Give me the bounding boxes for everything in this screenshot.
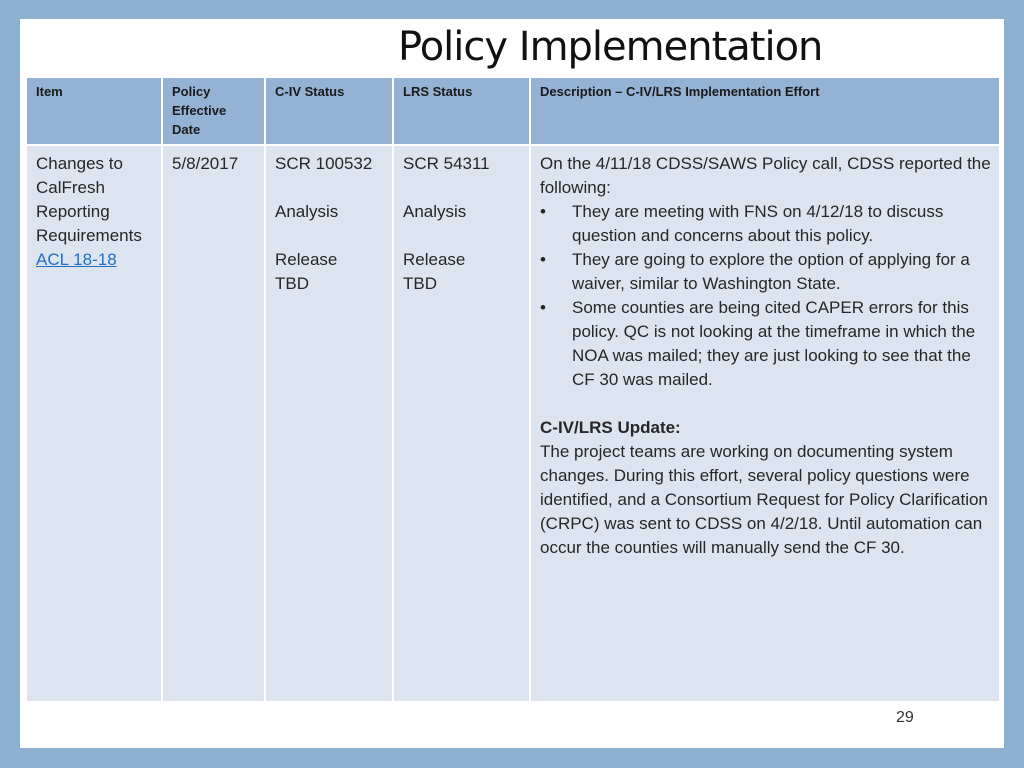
- lrs-phase: Analysis: [403, 202, 467, 221]
- header-description: Description – C-IV/LRS Implementation Effort: [530, 77, 1000, 145]
- policy-table: [25, 76, 1001, 703]
- header-policy-date-line: Effective: [172, 103, 227, 118]
- item-line: Reporting: [36, 202, 110, 221]
- list-item: • They are going to explore the option of applying for a waiver, similar to Washington State.: [540, 248, 991, 296]
- table-row: [26, 145, 1000, 702]
- list-item: • Some counties are being cited CAPER errors for this policy. QC is not looking at the timeframe in which the NOA was mailed; they are just looking to see that the CF 30 was mailed.: [540, 296, 991, 392]
- policy-date-value: 5/8/2017: [172, 154, 239, 173]
- civ-release-label: Release: [275, 250, 338, 269]
- list-item: • They are meeting with FNS on 4/12/18 to discuss question and concerns about this policy.: [540, 200, 991, 248]
- cell-description: [530, 145, 1000, 702]
- item-line: Changes to: [36, 154, 123, 173]
- page-title: Policy Implementation: [398, 24, 823, 70]
- update-heading: C-IV/LRS Update:: [540, 418, 681, 437]
- item-line: CalFresh: [36, 178, 105, 197]
- table-header-row: [26, 77, 1000, 145]
- cell-lrs-status: [393, 145, 530, 702]
- header-item: Item: [26, 77, 162, 145]
- description-intro: On the 4/11/18 CDSS/SAWS Policy call, CDSS reported the following:: [540, 154, 991, 197]
- lrs-release-label: Release: [403, 250, 466, 269]
- header-policy-effective-date: [162, 77, 265, 145]
- page-number: 29: [896, 709, 914, 726]
- cell-civ-status: [265, 145, 393, 702]
- description-bullet-list: [540, 200, 991, 392]
- header-civ-status: C-IV Status: [265, 77, 393, 145]
- header-policy-date-line: Policy: [172, 84, 211, 99]
- header-lrs-status: LRS Status: [393, 77, 530, 145]
- civ-scr: SCR 100532: [275, 154, 373, 173]
- header-policy-date-line: Date: [172, 122, 201, 137]
- lrs-release-value: TBD: [403, 274, 437, 293]
- slide: [20, 19, 1004, 748]
- update-text: The project teams are working on documenting system changes. During this effort, several policy questions were identified, and a Consortium Request for Policy Clarification (CRPC) was sent to CDSS on 4/2/18. Until automation can occur the counties will manually send the CF 30.: [540, 442, 988, 557]
- lrs-scr: SCR 54311: [403, 154, 490, 173]
- civ-release-value: TBD: [275, 274, 309, 293]
- civ-phase: Analysis: [275, 202, 339, 221]
- acl-link[interactable]: ACL 18-18: [36, 250, 117, 269]
- item-line: Requirements: [36, 226, 142, 245]
- cell-policy-date: [162, 145, 265, 702]
- cell-item: [26, 145, 162, 702]
